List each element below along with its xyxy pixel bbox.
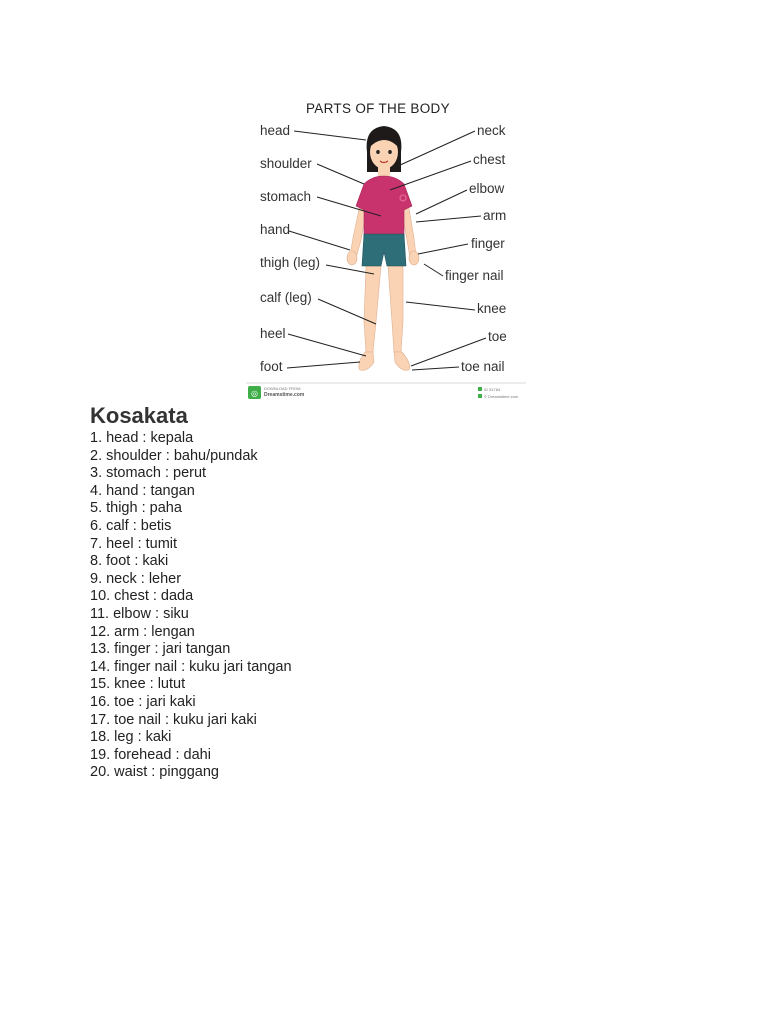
vocab-item: 11. elbow : siku	[90, 605, 189, 622]
watermark-strip	[246, 383, 526, 399]
watermark-copyright: © Dreamstime.com	[484, 394, 519, 399]
label-finger: finger	[471, 236, 505, 251]
vocab-item: 19. forehead : dahi	[90, 746, 211, 763]
watermark-copyright-icon	[478, 394, 482, 398]
vocab-item: 18. leg : kaki	[90, 729, 172, 746]
label-neck: neck	[477, 123, 506, 138]
vocab-item: 12. arm : lengan	[90, 623, 195, 640]
label-thigh: thigh (leg)	[260, 255, 321, 270]
vocab-item: 4. hand : tangan	[90, 482, 195, 499]
vocabulary-heading: Kosakata	[90, 403, 188, 428]
vocab-item: 13. finger : jari tangan	[90, 641, 231, 658]
vocab-item: 1. head : kepala	[90, 430, 194, 446]
vocab-item: 16. toe : jari kaki	[90, 693, 196, 710]
girl-illustration	[347, 126, 419, 370]
watermark-brand: Dreamstime.com	[264, 392, 305, 398]
vocab-item: 9. neck : leher	[90, 570, 182, 587]
vocab-item: 10. chest : dada	[90, 588, 194, 605]
vocab-item: 5. thigh : paha	[90, 500, 182, 517]
label-finger-nail: finger nail	[445, 268, 504, 283]
watermark-id: ID 51784	[484, 387, 501, 392]
label-arm: arm	[483, 208, 507, 223]
vocab-item: 8. foot : kaki	[90, 553, 169, 570]
label-toe: toe	[488, 329, 507, 344]
label-chest: chest	[473, 152, 506, 167]
watermark-id-icon	[478, 387, 482, 391]
vocab-item: 7. heel : tumit	[90, 535, 178, 552]
label-calf: calf (leg)	[260, 290, 312, 305]
svg-text:◎: ◎	[251, 389, 258, 398]
watermark-download: DOWNLOAD FROM	[264, 386, 301, 391]
vocab-item: 17. toe nail : kuku jari kaki	[90, 711, 257, 728]
label-foot: foot	[260, 359, 283, 374]
label-head: head	[260, 123, 291, 138]
label-heel: heel	[260, 326, 286, 341]
vocab-item: 15. knee : lutut	[90, 676, 186, 693]
vocab-item: 20. waist : pinggang	[90, 764, 219, 781]
figure-title: PARTS OF THE BODY	[306, 101, 450, 116]
label-elbow: elbow	[469, 181, 505, 196]
body-diagram	[246, 90, 526, 402]
vocabulary-list	[90, 430, 292, 782]
body-parts-figure	[246, 90, 526, 402]
label-toe-nail: toe nail	[461, 359, 505, 374]
vocab-item: 2. shoulder : bahu/pundak	[90, 447, 258, 464]
vocab-item: 14. finger nail : kuku jari tangan	[90, 658, 292, 675]
label-hand: hand	[260, 222, 291, 237]
label-stomach: stomach	[260, 189, 312, 204]
right-labels	[445, 123, 507, 374]
vocab-item: 3. stomach : perut	[90, 465, 207, 482]
label-knee: knee	[477, 301, 507, 316]
vocab-item: 6. calf : betis	[90, 517, 172, 534]
label-shoulder: shoulder	[260, 156, 312, 171]
left-labels	[260, 123, 320, 374]
